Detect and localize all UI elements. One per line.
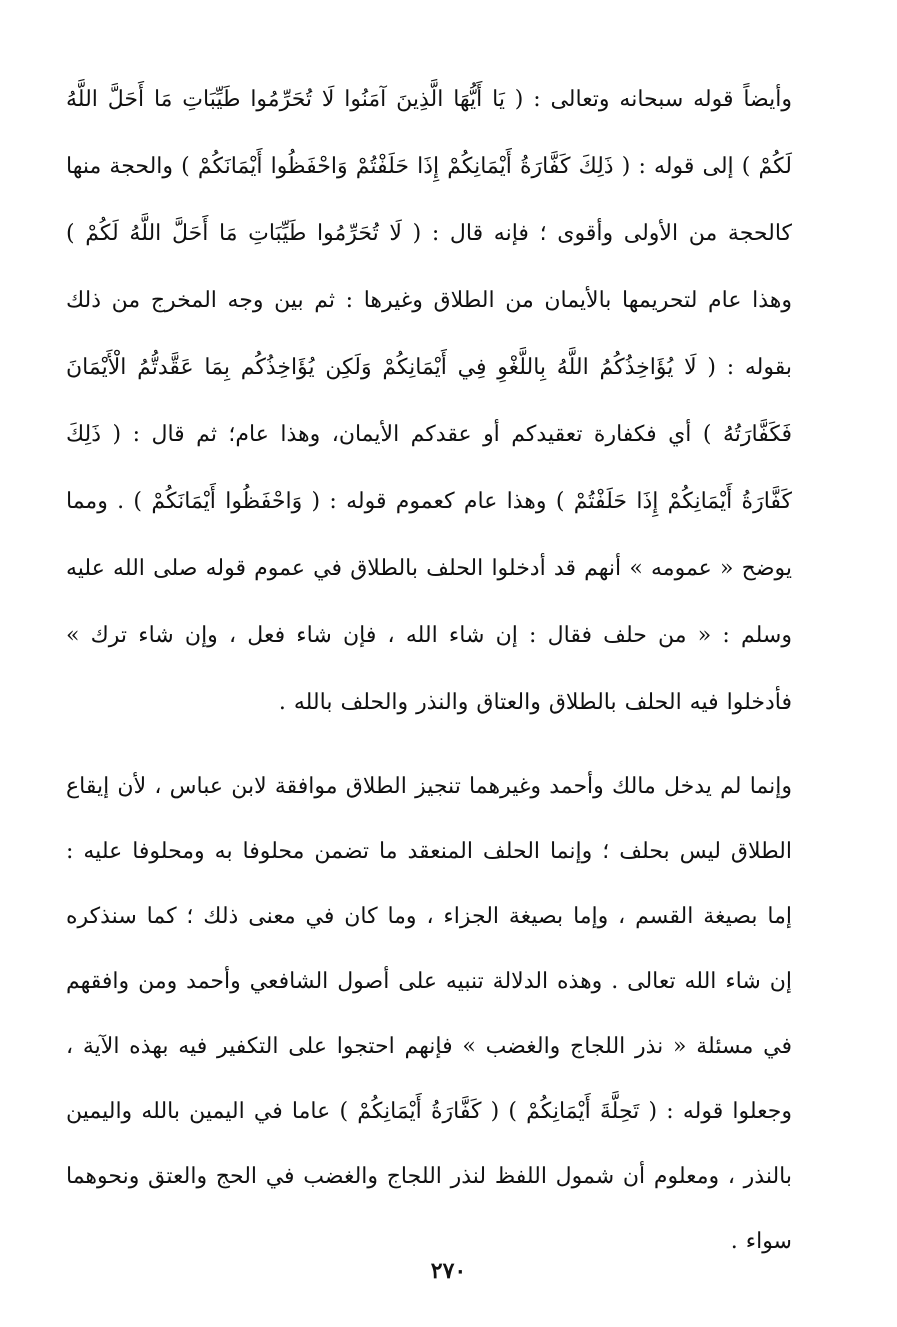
paragraph-2: وإنما لم يدخل مالك وأحمد وغيرهما تنجيز الطلاق موافقة لابن عباس ، لأن إيقاع الطلاق ليس بحلف ؛ وإنما الحلف المنعقد ما تضمن محلوفا به ومحلوفا عليه : إما بصيغة القسم ، وإما بصيغة الجزاء ، وما كان في معنى ذلك ؛ كما سنذكره إن شاء الله تعالى . وهذه الدلالة تنبيه على أصول الشافعي وأحمد ومن وافقهم في مسئلة « نذر اللجاج والغضب » فإنهم احتجوا على التكفير فيه بهذه الآية ، وجعلوا قوله : ( تَحِلَّةَ أَيْمَانِكُمْ ) ( كَفَّارَةُ أَيْمَانِكُمْ ) عاما في اليمين بالله واليمين بالنذر ، ومعلوم أن شمول اللفظ لنذر اللجاج والغضب في الحج والعتق ونحوهما سواء . [66, 774, 792, 1254]
page-number: ٢٧٠ [430, 1258, 467, 1284]
text-block-1 [66, 66, 792, 736]
paragraph-1: وأيضاً قوله سبحانه وتعالى : ( يَا أَيُّهَا الَّذِينَ آمَنُوا لَا تُحَرِّمُوا طَيِّبَاتِ مَا أَحَلَّ اللَّهُ لَكُمْ ) إلى قوله : ( ذَلِكَ كَفَّارَةُ أَيْمَانِكُمْ إِذَا حَلَفْتُمْ وَاحْفَظُوا أَيْمَانَكُمْ ) والحجة منها كالحجة من الأولى وأقوى ؛ فإنه قال : ( لَا تُحَرِّمُوا طَيِّبَاتِ مَا أَحَلَّ اللَّهُ لَكُمْ ) وهذا عام لتحريمها بالأيمان من الطلاق وغيرها : ثم بين وجه المخرج من ذلك بقوله : ( لَا يُؤَاخِذُكُمُ اللَّهُ بِاللَّغْوِ فِي أَيْمَانِكُمْ وَلَكِن يُؤَاخِذُكُم بِمَا عَقَّدتُّمُ الْأَيْمَانَ فَكَفَّارَتُهُ ) أي فكفارة تعقيدكم أو عقدكم الأيمان، وهذا عام؛ ثم قال : ( ذَلِكَ كَفَّارَةُ أَيْمَانِكُمْ إِذَا حَلَفْتُمْ ) وهذا عام كعموم قوله : ( وَاحْفَظُوا أَيْمَانَكُمْ ) . ومما يوضح « عمومه » أنهم قد أدخلوا الحلف بالطلاق في عموم قوله صلى الله عليه وسلم : « من حلف فقال : إن شاء الله ، فإن شاء فعل ، وإن شاء ترك » فأدخلوا فيه الحلف بالطلاق والعتاق والنذر والحلف بالله . [66, 87, 792, 715]
text-block-2 [66, 754, 792, 1274]
